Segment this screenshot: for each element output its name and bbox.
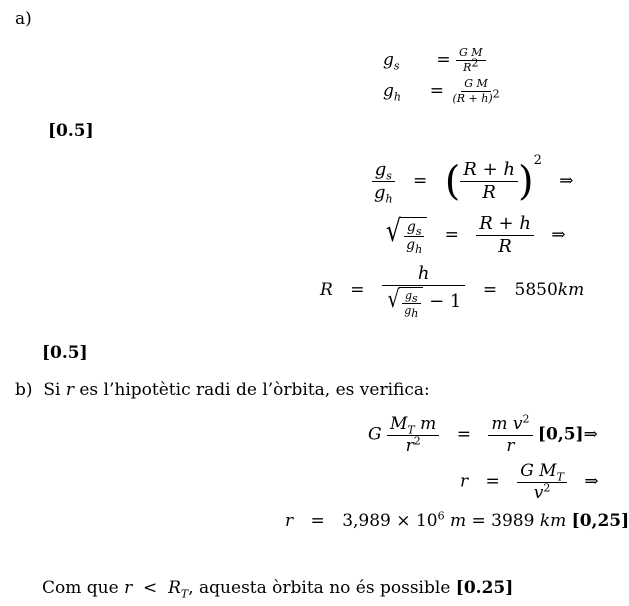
part-b-intro: b) Si r es l’hipotètic radi de l’òrbita, es verifica: [15, 380, 430, 400]
score-mark: [0.5] [42, 343, 88, 363]
equation-r-from-v: r = $\frac{G M_T}{v^2}$ ⇒ [460, 461, 599, 503]
equation-gh: $g_h$ = $\frac{\text{G M}}{(R + h)^2}$ [383, 77, 500, 106]
equation-gravity-centripetal: G $\frac{M_T m}{r^2}$ = $\frac{m v^2}{r}$ [0,5]⇒ [368, 412, 598, 456]
equation-radius-result: R = h √ $\frac{g_s}{g_h}$ − 1 = 5850km [320, 263, 585, 321]
part-a-label: a) [15, 9, 32, 29]
score-mark: [0.5] [48, 121, 94, 141]
equation-sqrt-ratio: √ $\frac{g_s}{g_h}$ = $\frac{R + h}{R}$ ⇒ [385, 213, 566, 257]
conclusion-text: Com que $r < R_T$, aquesta òrbita no és possible [0.25] [42, 578, 514, 601]
equation-gs: $g_s$ = $\frac{\text{G M}}{R^2}$ [383, 47, 486, 74]
part-b-label: b) [15, 380, 33, 400]
equation-r-value: $r = 3,989 \times 10^6$ m = 3989 km [0,25] [285, 509, 629, 531]
equation-ratio-squared: $\frac{g_s}{g_h}$ = ( $\frac{R + h}{R}$ )$^2$ ⇒ [371, 160, 574, 203]
